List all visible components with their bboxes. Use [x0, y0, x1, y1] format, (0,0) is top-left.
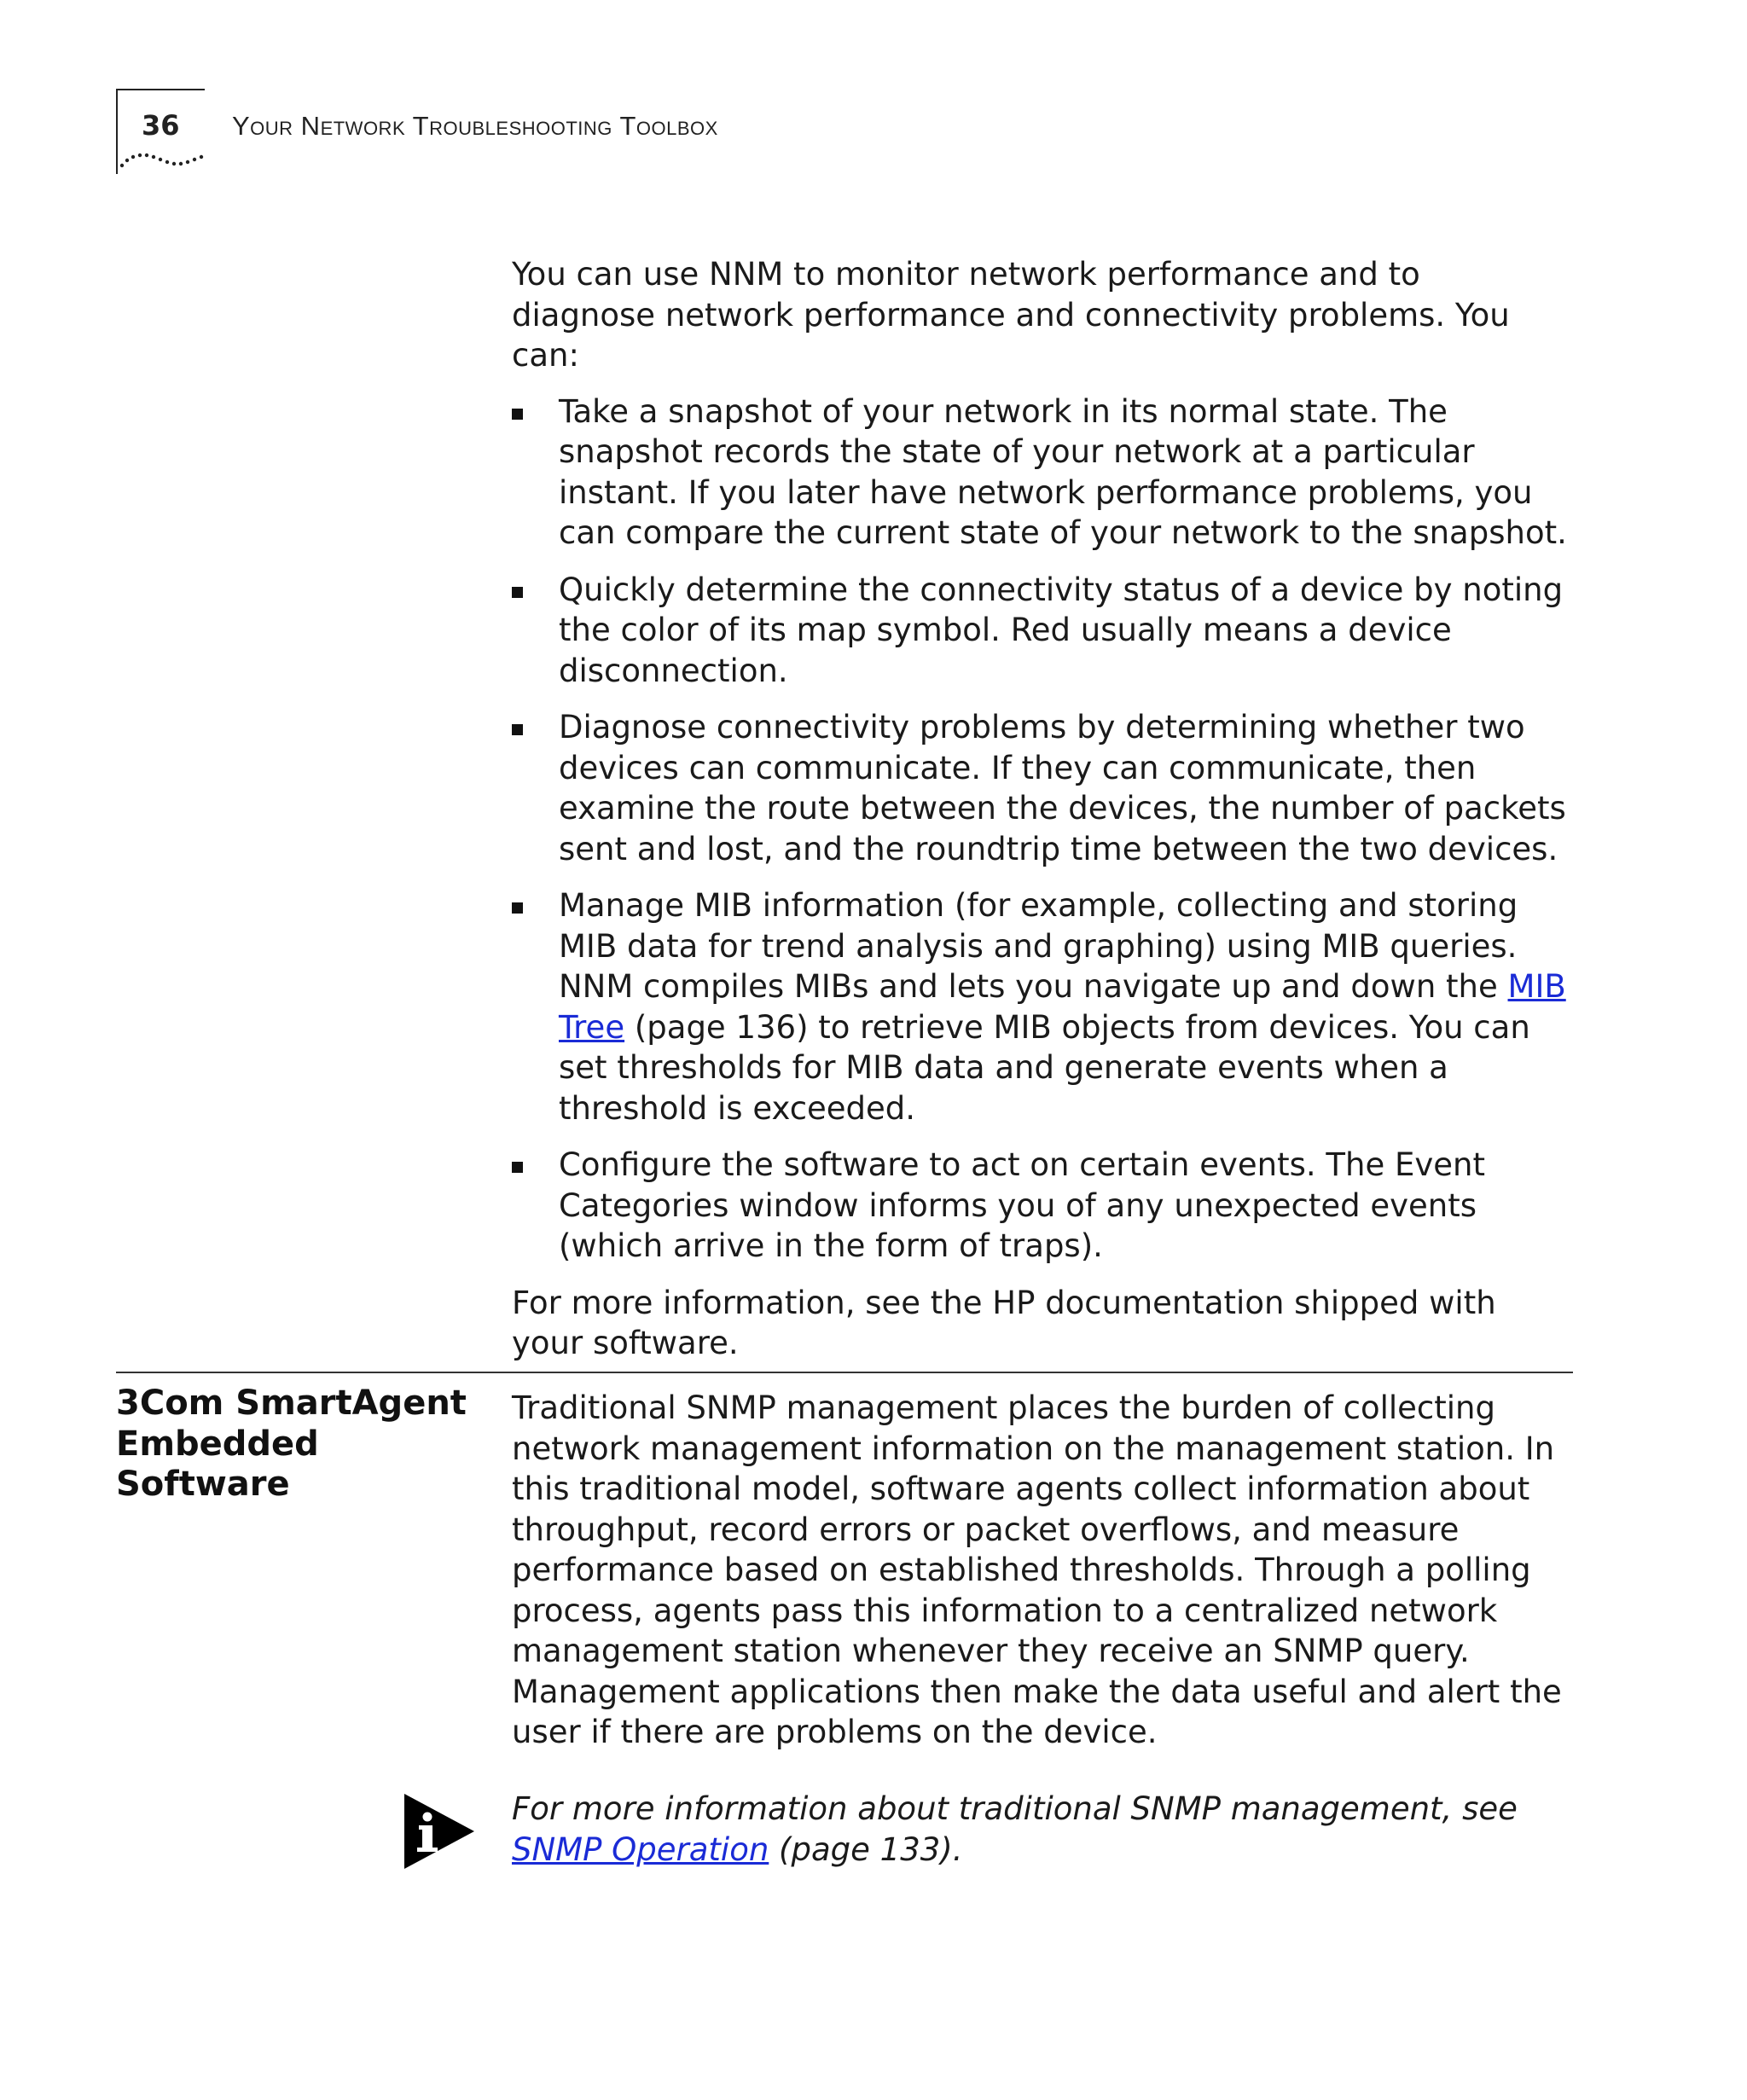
more-info-paragraph: For more information, see the HP documentation shipped with your software. [512, 1284, 1496, 1361]
list-item-text: Take a snapshot of your network in its normal state. The snapshot records the state of your network at a particular instant. If you later have network performance problems, you can compare the current state of your network to the snapshot. [559, 392, 1567, 551]
list-item-text: Quickly determine the connectivity status of a device by noting the color of its map symbol. Red usually means a device disconnection. [559, 571, 1564, 689]
note-text-after-link: (page 133). [769, 1830, 963, 1868]
smartagent-section [512, 1388, 1570, 1753]
square-bullet-icon [512, 902, 523, 914]
list-item-text: Configure the software to act on certain events. The Event Categories window informs you of any unexpected events (which arrive in the form of traps). [559, 1146, 1486, 1264]
note-text [512, 1789, 1570, 1870]
nnm-intro-paragraph: You can use NNM to monitor network performance and to diagnose network performance and connectivity problems. You can: [512, 256, 1510, 374]
square-bullet-icon [512, 409, 523, 420]
mib-tree-link[interactable]: MIB Tree [559, 968, 1566, 1046]
note-text-before-link: For more information about traditional SNMP management, see [512, 1790, 1518, 1827]
list-item-text [559, 887, 1566, 1127]
corner-rule-left [116, 89, 118, 174]
page-number: 36 [142, 109, 180, 142]
list-item-text: Diagnose connectivity problems by determining whether two devices can communicate. If they can communicate, then examine the route between the devices, the number of packets sent and lost, and the roundtrip time between the two devices. [559, 709, 1566, 867]
list-item-text-before-link: Manage MIB information (for example, collecting and storing MIB data for trend analysis and graphing) using MIB queries. NNM compiles MIBs and lets you navigate up and down the [559, 887, 1518, 1005]
nnm-section [512, 254, 1570, 1364]
smartagent-body-paragraph: Traditional SNMP management places the burden of collecting network management information on the management station. In this traditional model, software agents collect information about throughput, record errors or packet overflows, and measure performance based on established thresholds. Through a polling process, agents pass this information to a centralized network management station whenever they receive an SNMP query. Management applications then make the data useful and alert the user if there are problems on the device. [512, 1389, 1562, 1750]
running-title: Your Network Troubleshooting Toolbox [232, 111, 718, 141]
section-heading: 3Com SmartAgent Embedded Software [116, 1384, 467, 1504]
list-item [512, 707, 1570, 869]
square-bullet-icon [512, 587, 523, 598]
list-item [512, 1145, 1570, 1267]
info-arrow-icon [404, 1794, 474, 1869]
dotted-curve-icon [119, 145, 205, 171]
list-item [512, 392, 1570, 554]
list-item [512, 885, 1570, 1128]
square-bullet-icon [512, 724, 523, 735]
corner-rule-top [116, 89, 205, 90]
square-bullet-icon [512, 1162, 523, 1173]
list-item [512, 570, 1570, 692]
section-divider [116, 1372, 1573, 1373]
snmp-operation-link[interactable]: SNMP Operation [512, 1830, 769, 1868]
list-item-text-after-link: (page 136) to retrieve MIB objects from devices. You can set thresholds for MIB data and generate events when a threshold is exceeded. [559, 1008, 1530, 1127]
nnm-capabilities-list [512, 392, 1570, 1267]
